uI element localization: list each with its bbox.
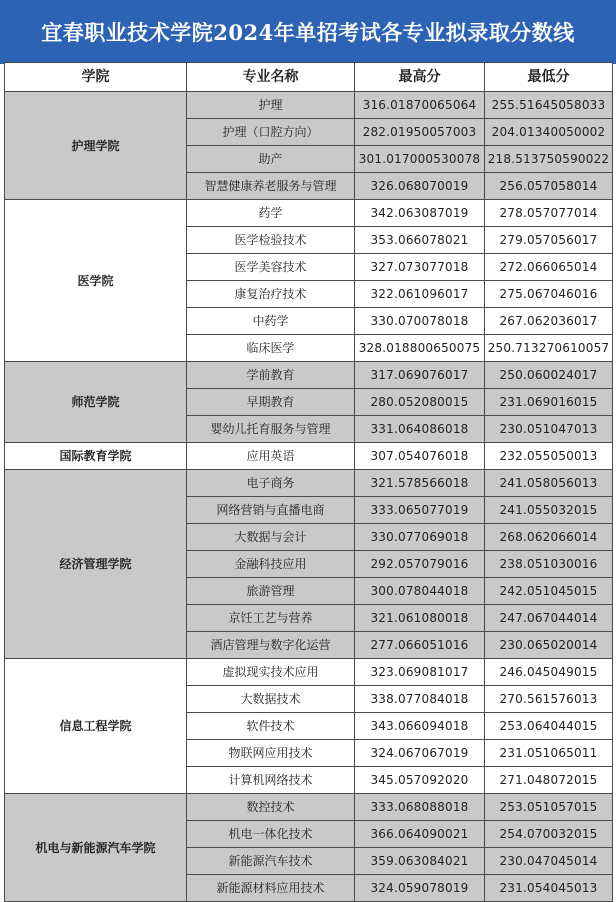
min-score: 246.045049015: [485, 659, 613, 686]
header-max-score: 最高分: [355, 63, 485, 92]
min-score: 253.064044015: [485, 713, 613, 740]
max-score: 321.061080018: [355, 605, 485, 632]
min-score: 242.051045015: [485, 578, 613, 605]
max-score: 345.057092020: [355, 767, 485, 794]
min-score: 250.060024017: [485, 362, 613, 389]
min-score: 232.055050013: [485, 443, 613, 470]
major-name: 大数据与会计: [187, 524, 355, 551]
major-name: 婴幼儿托育服务与管理: [187, 416, 355, 443]
max-score: 324.059078019: [355, 875, 485, 902]
max-score: 301.017000530078: [355, 146, 485, 173]
min-score: 270.561576013: [485, 686, 613, 713]
major-name: 电子商务: [187, 470, 355, 497]
max-score: 328.018800650075: [355, 335, 485, 362]
max-score: 366.064090021: [355, 821, 485, 848]
min-score: 255.51645058033: [485, 92, 613, 119]
header-college: 学院: [5, 63, 187, 92]
max-score: 342.063087019: [355, 200, 485, 227]
min-score: 272.066065014: [485, 254, 613, 281]
min-score: 230.065020014: [485, 632, 613, 659]
min-score: 230.051047013: [485, 416, 613, 443]
major-name: 金融科技应用: [187, 551, 355, 578]
college-name: 医学院: [5, 200, 187, 362]
page-title: 宜春职业技术学院2024年单招考试各专业拟录取分数线: [41, 20, 575, 45]
max-score: 321.578566018: [355, 470, 485, 497]
min-score: 241.058056013: [485, 470, 613, 497]
min-score: 256.057058014: [485, 173, 613, 200]
max-score: 322.061096017: [355, 281, 485, 308]
major-name: 新能源材料应用技术: [187, 875, 355, 902]
score-table: [4, 62, 613, 902]
max-score: 330.070078018: [355, 308, 485, 335]
title-banner: [0, 0, 616, 64]
college-name: 信息工程学院: [5, 659, 187, 794]
major-name: 计算机网络技术: [187, 767, 355, 794]
max-score: 292.057079016: [355, 551, 485, 578]
min-score: 268.062066014: [485, 524, 613, 551]
table-row: [5, 659, 613, 686]
major-name: 酒店管理与数字化运营: [187, 632, 355, 659]
max-score: 280.052080015: [355, 389, 485, 416]
major-name: 学前教育: [187, 362, 355, 389]
table-body: [5, 92, 613, 902]
max-score: 324.067067019: [355, 740, 485, 767]
major-name: 临床医学: [187, 335, 355, 362]
college-name: 机电与新能源汽车学院: [5, 794, 187, 902]
min-score: 231.054045013: [485, 875, 613, 902]
major-name: 早期教育: [187, 389, 355, 416]
max-score: 359.063084021: [355, 848, 485, 875]
min-score: 275.067046016: [485, 281, 613, 308]
max-score: 317.069076017: [355, 362, 485, 389]
major-name: 数控技术: [187, 794, 355, 821]
max-score: 323.069081017: [355, 659, 485, 686]
header-major: 专业名称: [187, 63, 355, 92]
max-score: 327.073077018: [355, 254, 485, 281]
header-row: [5, 63, 613, 92]
max-score: 316.01870065064: [355, 92, 485, 119]
max-score: 300.078044018: [355, 578, 485, 605]
min-score: 250.713270610057: [485, 335, 613, 362]
max-score: 277.066051016: [355, 632, 485, 659]
header-min-score: 最低分: [485, 63, 613, 92]
major-name: 京饪工艺与营养: [187, 605, 355, 632]
max-score: 282.01950057003: [355, 119, 485, 146]
min-score: 271.048072015: [485, 767, 613, 794]
max-score: 330.077069018: [355, 524, 485, 551]
major-name: 医学美容技术: [187, 254, 355, 281]
major-name: 护理（口腔方向）: [187, 119, 355, 146]
max-score: 353.066078021: [355, 227, 485, 254]
min-score: 279.057056017: [485, 227, 613, 254]
max-score: 333.068088018: [355, 794, 485, 821]
college-name: 护理学院: [5, 92, 187, 200]
major-name: 虚拟现实技术应用: [187, 659, 355, 686]
max-score: 307.054076018: [355, 443, 485, 470]
min-score: 204.01340050002: [485, 119, 613, 146]
major-name: 康复治疗技术: [187, 281, 355, 308]
table-row: [5, 443, 613, 470]
max-score: 343.066094018: [355, 713, 485, 740]
table-row: [5, 200, 613, 227]
min-score: 267.062036017: [485, 308, 613, 335]
min-score: 253.051057015: [485, 794, 613, 821]
major-name: 中药学: [187, 308, 355, 335]
max-score: 331.064086018: [355, 416, 485, 443]
min-score: 238.051030016: [485, 551, 613, 578]
min-score: 231.069016015: [485, 389, 613, 416]
max-score: 333.065077019: [355, 497, 485, 524]
table-row: [5, 362, 613, 389]
table-row: [5, 92, 613, 119]
table-row: [5, 470, 613, 497]
major-name: 网络营销与直播电商: [187, 497, 355, 524]
min-score: 230.047045014: [485, 848, 613, 875]
min-score: 278.057077014: [485, 200, 613, 227]
min-score: 241.055032015: [485, 497, 613, 524]
college-name: 师范学院: [5, 362, 187, 443]
major-name: 药学: [187, 200, 355, 227]
major-name: 助产: [187, 146, 355, 173]
major-name: 旅游管理: [187, 578, 355, 605]
table-row: [5, 794, 613, 821]
major-name: 软件技术: [187, 713, 355, 740]
college-name: 经济管理学院: [5, 470, 187, 659]
major-name: 机电一体化技术: [187, 821, 355, 848]
max-score: 326.068070019: [355, 173, 485, 200]
min-score: 247.067044014: [485, 605, 613, 632]
min-score: 231.051065011: [485, 740, 613, 767]
min-score: 254.070032015: [485, 821, 613, 848]
max-score: 338.077084018: [355, 686, 485, 713]
major-name: 智慧健康养老服务与管理: [187, 173, 355, 200]
college-name: 国际教育学院: [5, 443, 187, 470]
major-name: 医学检验技术: [187, 227, 355, 254]
min-score: 218.513750590022: [485, 146, 613, 173]
major-name: 应用英语: [187, 443, 355, 470]
major-name: 新能源汽车技术: [187, 848, 355, 875]
major-name: 大数据技术: [187, 686, 355, 713]
major-name: 物联网应用技术: [187, 740, 355, 767]
major-name: 护理: [187, 92, 355, 119]
